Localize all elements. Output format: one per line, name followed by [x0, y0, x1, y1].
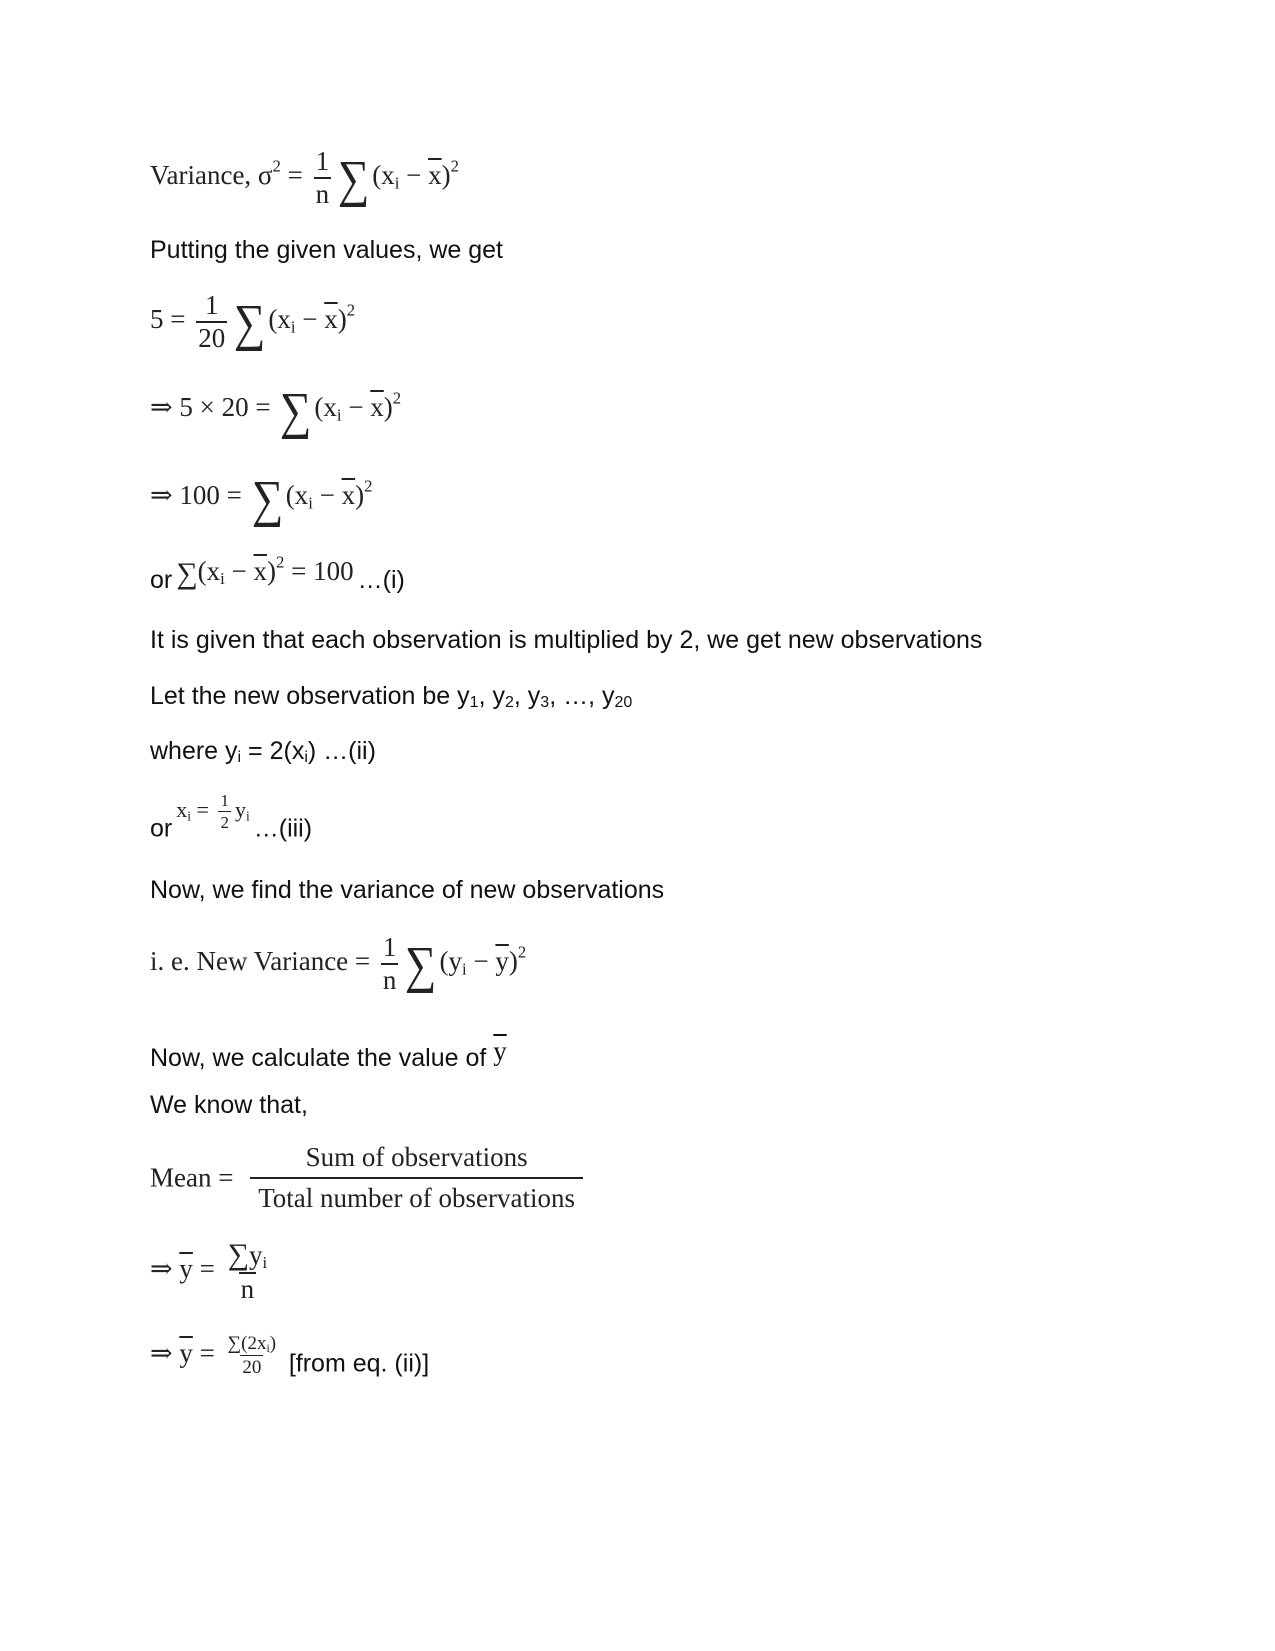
equation-i: or $\sum(x_i - \overline{x})^2 = 100$ …(i) — [150, 552, 405, 594]
new-observation-text: Let the new observation be y1, y2, y3, …, y20 — [150, 682, 633, 712]
equation-five: 5 = $\frac{1}{20}$ ∑ $(x_i - \overline{x})^2$ — [150, 290, 356, 353]
sigma-symbol: ∑ — [337, 151, 370, 208]
putting-values-text: Putting the given values, we get — [150, 236, 504, 264]
new-variance-formula: i. e. New Variance = $\frac{1}{n}$ ∑ $(y_i - \overline{y})^2$ — [150, 932, 527, 995]
fraction-one-over-n: $\frac{1}{n}$ — [315, 146, 330, 209]
variance-label: Variance, σ — [150, 160, 273, 191]
ybar-formula-1: ⇒ $\overline{y}$ = $\frac{\sum y_i}{n}$ — [150, 1238, 268, 1304]
equation-5x20: ⇒ 5 × 20 = ∑ $(x_i - \overline{x})^2$ — [150, 383, 402, 440]
ybar-formula-2: ⇒ $\overline{y}$ = $\frac{\sum(2x_i)}{20}$ [from eq. (ii)] — [150, 1333, 430, 1378]
variance-formula: Variance, $\sigma^2$ = $\frac{1}{n}$ ∑ $(x_i - \overline{x})^2$ — [150, 146, 459, 209]
calc-ybar-text: Now, we calculate the value of $\overline{y}$ — [150, 1036, 507, 1072]
where-yi-text: where yi = 2(xi) …(ii) — [150, 737, 376, 767]
we-know-text: We know that, — [150, 1091, 308, 1119]
find-variance-text: Now, we find the variance of new observations — [150, 876, 665, 904]
mean-formula: Mean = $\frac{\text{Sum of observations}}{\text{Total number of observations}}$ — [150, 1144, 583, 1212]
equation-100: ⇒ 100 = ∑ $(x_i - \overline{x})^2$ — [150, 471, 373, 528]
given-multiplied-text: It is given that each observation is multiplied by 2, we get new observations — [150, 626, 983, 654]
equation-iii: or $x_i$ = $\frac{1}{2}$ $y_i$ …(iii) — [150, 791, 313, 843]
